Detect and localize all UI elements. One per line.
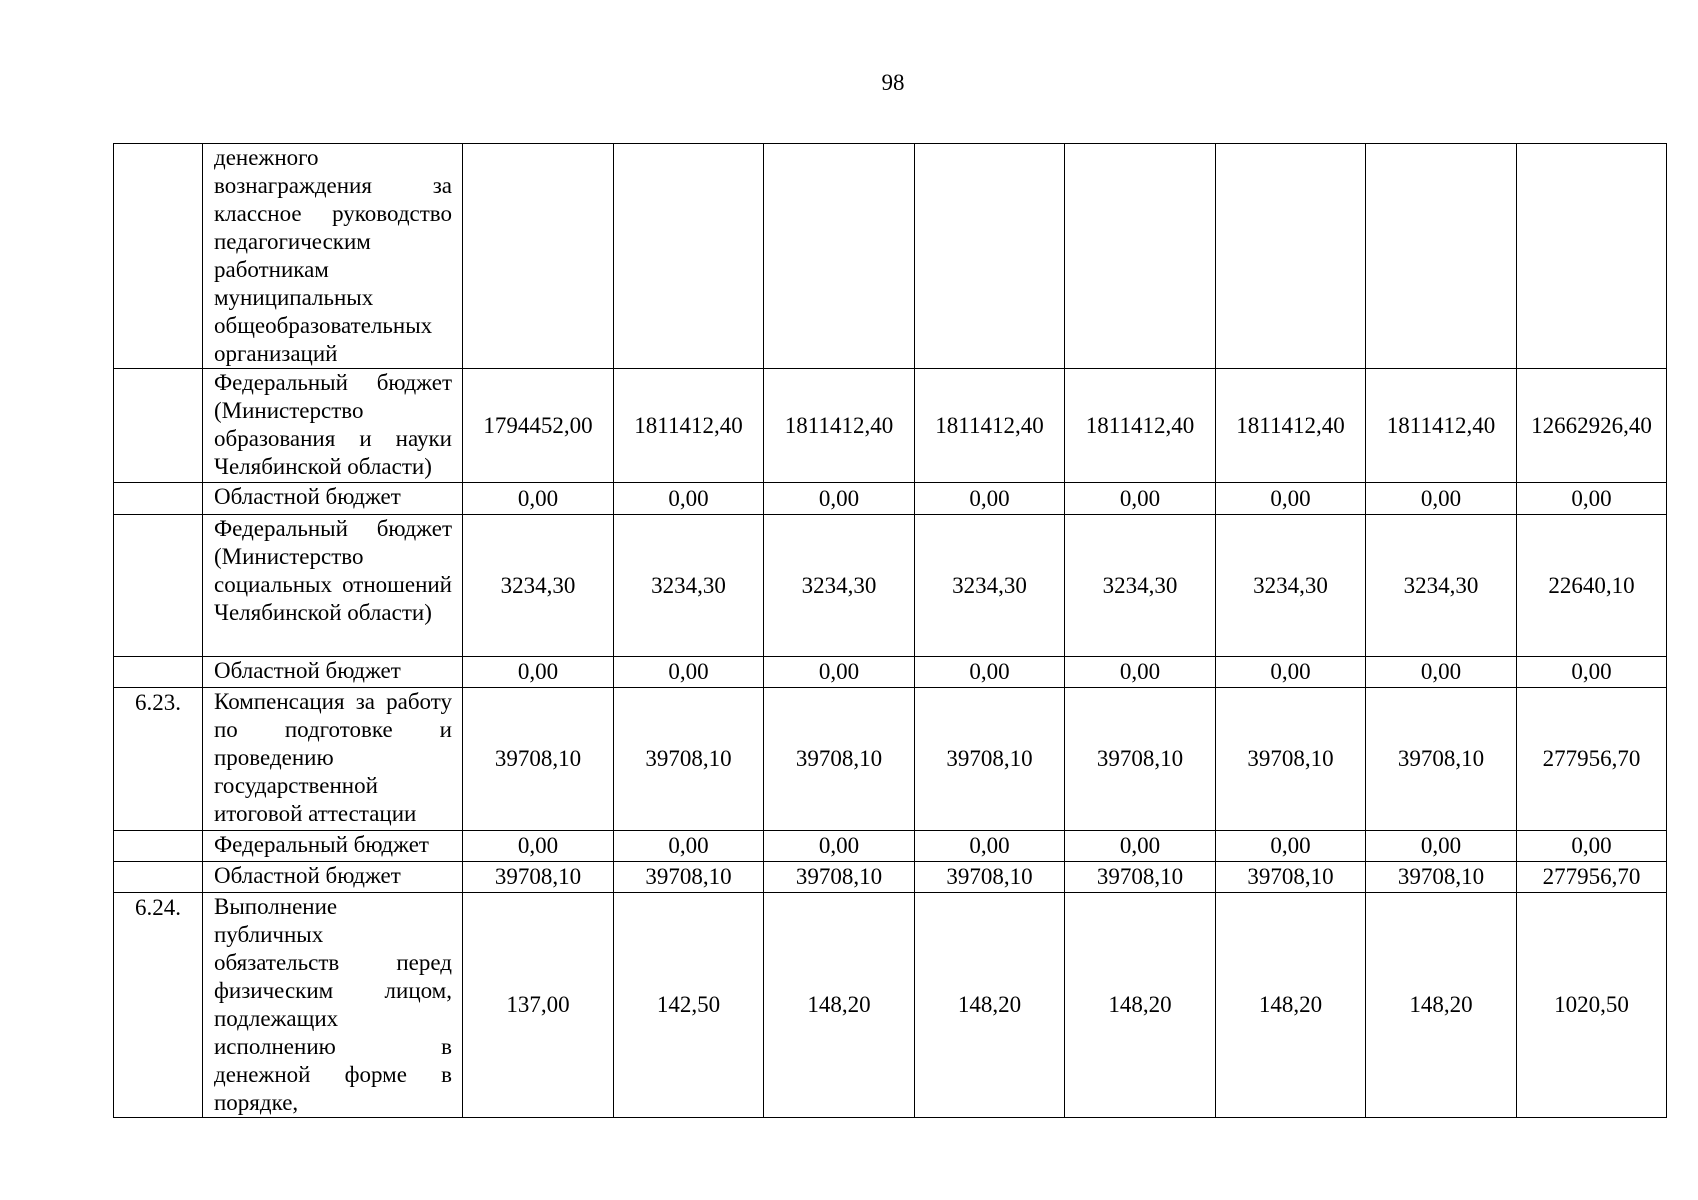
table-row xyxy=(114,483,1667,515)
value-cell: 0,00 xyxy=(614,483,764,515)
table-row xyxy=(114,893,1667,1118)
row-name-cell: Федеральный бюджет (Министерство социальных отношений Челябинской области) xyxy=(203,515,463,657)
value-cell: 148,20 xyxy=(764,893,915,1118)
row-number-cell xyxy=(114,144,203,369)
value-cell: 0,00 xyxy=(1366,657,1517,688)
total-value-cell: 0,00 xyxy=(1517,657,1667,688)
value-cell: 0,00 xyxy=(614,831,764,862)
value-cell: 39708,10 xyxy=(764,688,915,831)
value-cell: 0,00 xyxy=(1216,831,1366,862)
value-cell: 0,00 xyxy=(1065,657,1216,688)
value-cell: 0,00 xyxy=(463,657,614,688)
value-cell: 0,00 xyxy=(915,831,1065,862)
value-cell: 0,00 xyxy=(764,657,915,688)
value-cell xyxy=(1065,144,1216,369)
value-cell: 1811412,40 xyxy=(1065,369,1216,483)
row-name-cell: Областной бюджет xyxy=(203,483,463,515)
value-cell: 0,00 xyxy=(463,831,614,862)
row-number-cell xyxy=(114,369,203,483)
value-cell: 1811412,40 xyxy=(915,369,1065,483)
value-cell xyxy=(614,144,764,369)
value-cell: 39708,10 xyxy=(463,862,614,893)
budget-table xyxy=(113,143,1667,1118)
total-value-cell: 12662926,40 xyxy=(1517,369,1667,483)
value-cell: 148,20 xyxy=(1065,893,1216,1118)
row-name-cell: Федеральный бюджет (Министерство образования и науки Челябинской области) xyxy=(203,369,463,483)
value-cell: 1794452,00 xyxy=(463,369,614,483)
page-number: 98 xyxy=(881,70,905,95)
value-cell: 39708,10 xyxy=(463,688,614,831)
table-row xyxy=(114,688,1667,831)
row-name-cell: денежного вознаграждения за классное руководство педагогическим работникам муниципальных общеобразовательных организаций xyxy=(203,144,463,369)
value-cell: 39708,10 xyxy=(1065,862,1216,893)
row-number-cell xyxy=(114,515,203,657)
value-cell: 0,00 xyxy=(614,657,764,688)
total-value-cell: 277956,70 xyxy=(1517,862,1667,893)
total-value-cell: 0,00 xyxy=(1517,831,1667,862)
table-row xyxy=(114,144,1667,369)
value-cell: 3234,30 xyxy=(614,515,764,657)
value-cell: 39708,10 xyxy=(1366,862,1517,893)
value-cell: 0,00 xyxy=(463,483,614,515)
value-cell: 3234,30 xyxy=(1216,515,1366,657)
value-cell xyxy=(915,144,1065,369)
row-number-cell xyxy=(114,657,203,688)
table-body xyxy=(114,144,1667,1118)
total-value-cell: 0,00 xyxy=(1517,483,1667,515)
table-row xyxy=(114,515,1667,657)
table-row xyxy=(114,862,1667,893)
row-number-cell xyxy=(114,831,203,862)
row-name-cell: Компенсация за работу по подготовке и проведению государственной итоговой аттестации xyxy=(203,688,463,831)
value-cell: 142,50 xyxy=(614,893,764,1118)
value-cell: 3234,30 xyxy=(1366,515,1517,657)
total-value-cell: 22640,10 xyxy=(1517,515,1667,657)
value-cell: 0,00 xyxy=(1216,657,1366,688)
value-cell xyxy=(1366,144,1517,369)
row-name-cell: Областной бюджет xyxy=(203,657,463,688)
row-number-cell: 6.24. xyxy=(114,893,203,1118)
value-cell xyxy=(1216,144,1366,369)
value-cell: 39708,10 xyxy=(1065,688,1216,831)
value-cell xyxy=(764,144,915,369)
value-cell: 1811412,40 xyxy=(1366,369,1517,483)
value-cell: 0,00 xyxy=(915,483,1065,515)
value-cell: 0,00 xyxy=(764,831,915,862)
total-value-cell xyxy=(1517,144,1667,369)
value-cell: 137,00 xyxy=(463,893,614,1118)
value-cell: 3234,30 xyxy=(764,515,915,657)
value-cell: 0,00 xyxy=(1216,483,1366,515)
value-cell: 39708,10 xyxy=(1216,862,1366,893)
value-cell xyxy=(463,144,614,369)
total-value-cell: 277956,70 xyxy=(1517,688,1667,831)
table-row xyxy=(114,369,1667,483)
value-cell: 0,00 xyxy=(764,483,915,515)
value-cell: 0,00 xyxy=(1065,831,1216,862)
value-cell: 1811412,40 xyxy=(614,369,764,483)
value-cell: 0,00 xyxy=(1065,483,1216,515)
value-cell: 39708,10 xyxy=(1216,688,1366,831)
row-number-cell: 6.23. xyxy=(114,688,203,831)
value-cell: 148,20 xyxy=(1216,893,1366,1118)
value-cell: 0,00 xyxy=(915,657,1065,688)
value-cell: 39708,10 xyxy=(614,688,764,831)
value-cell: 39708,10 xyxy=(1366,688,1517,831)
value-cell: 39708,10 xyxy=(614,862,764,893)
value-cell: 1811412,40 xyxy=(764,369,915,483)
value-cell: 0,00 xyxy=(1366,483,1517,515)
value-cell: 0,00 xyxy=(1366,831,1517,862)
row-name-cell: Областной бюджет xyxy=(203,862,463,893)
value-cell: 1811412,40 xyxy=(1216,369,1366,483)
value-cell: 148,20 xyxy=(915,893,1065,1118)
row-number-cell xyxy=(114,862,203,893)
value-cell: 39708,10 xyxy=(915,862,1065,893)
value-cell: 3234,30 xyxy=(463,515,614,657)
value-cell: 148,20 xyxy=(1366,893,1517,1118)
total-value-cell: 1020,50 xyxy=(1517,893,1667,1118)
row-number-cell xyxy=(114,483,203,515)
value-cell: 39708,10 xyxy=(915,688,1065,831)
value-cell: 39708,10 xyxy=(764,862,915,893)
row-name-cell: Выполнение публичных обязательств перед физическим лицом, подлежащих исполнению в денежной форме в порядке, xyxy=(203,893,463,1118)
row-name-cell: Федеральный бюджет xyxy=(203,831,463,862)
table-row xyxy=(114,657,1667,688)
table-row xyxy=(114,831,1667,862)
value-cell: 3234,30 xyxy=(1065,515,1216,657)
value-cell: 3234,30 xyxy=(915,515,1065,657)
